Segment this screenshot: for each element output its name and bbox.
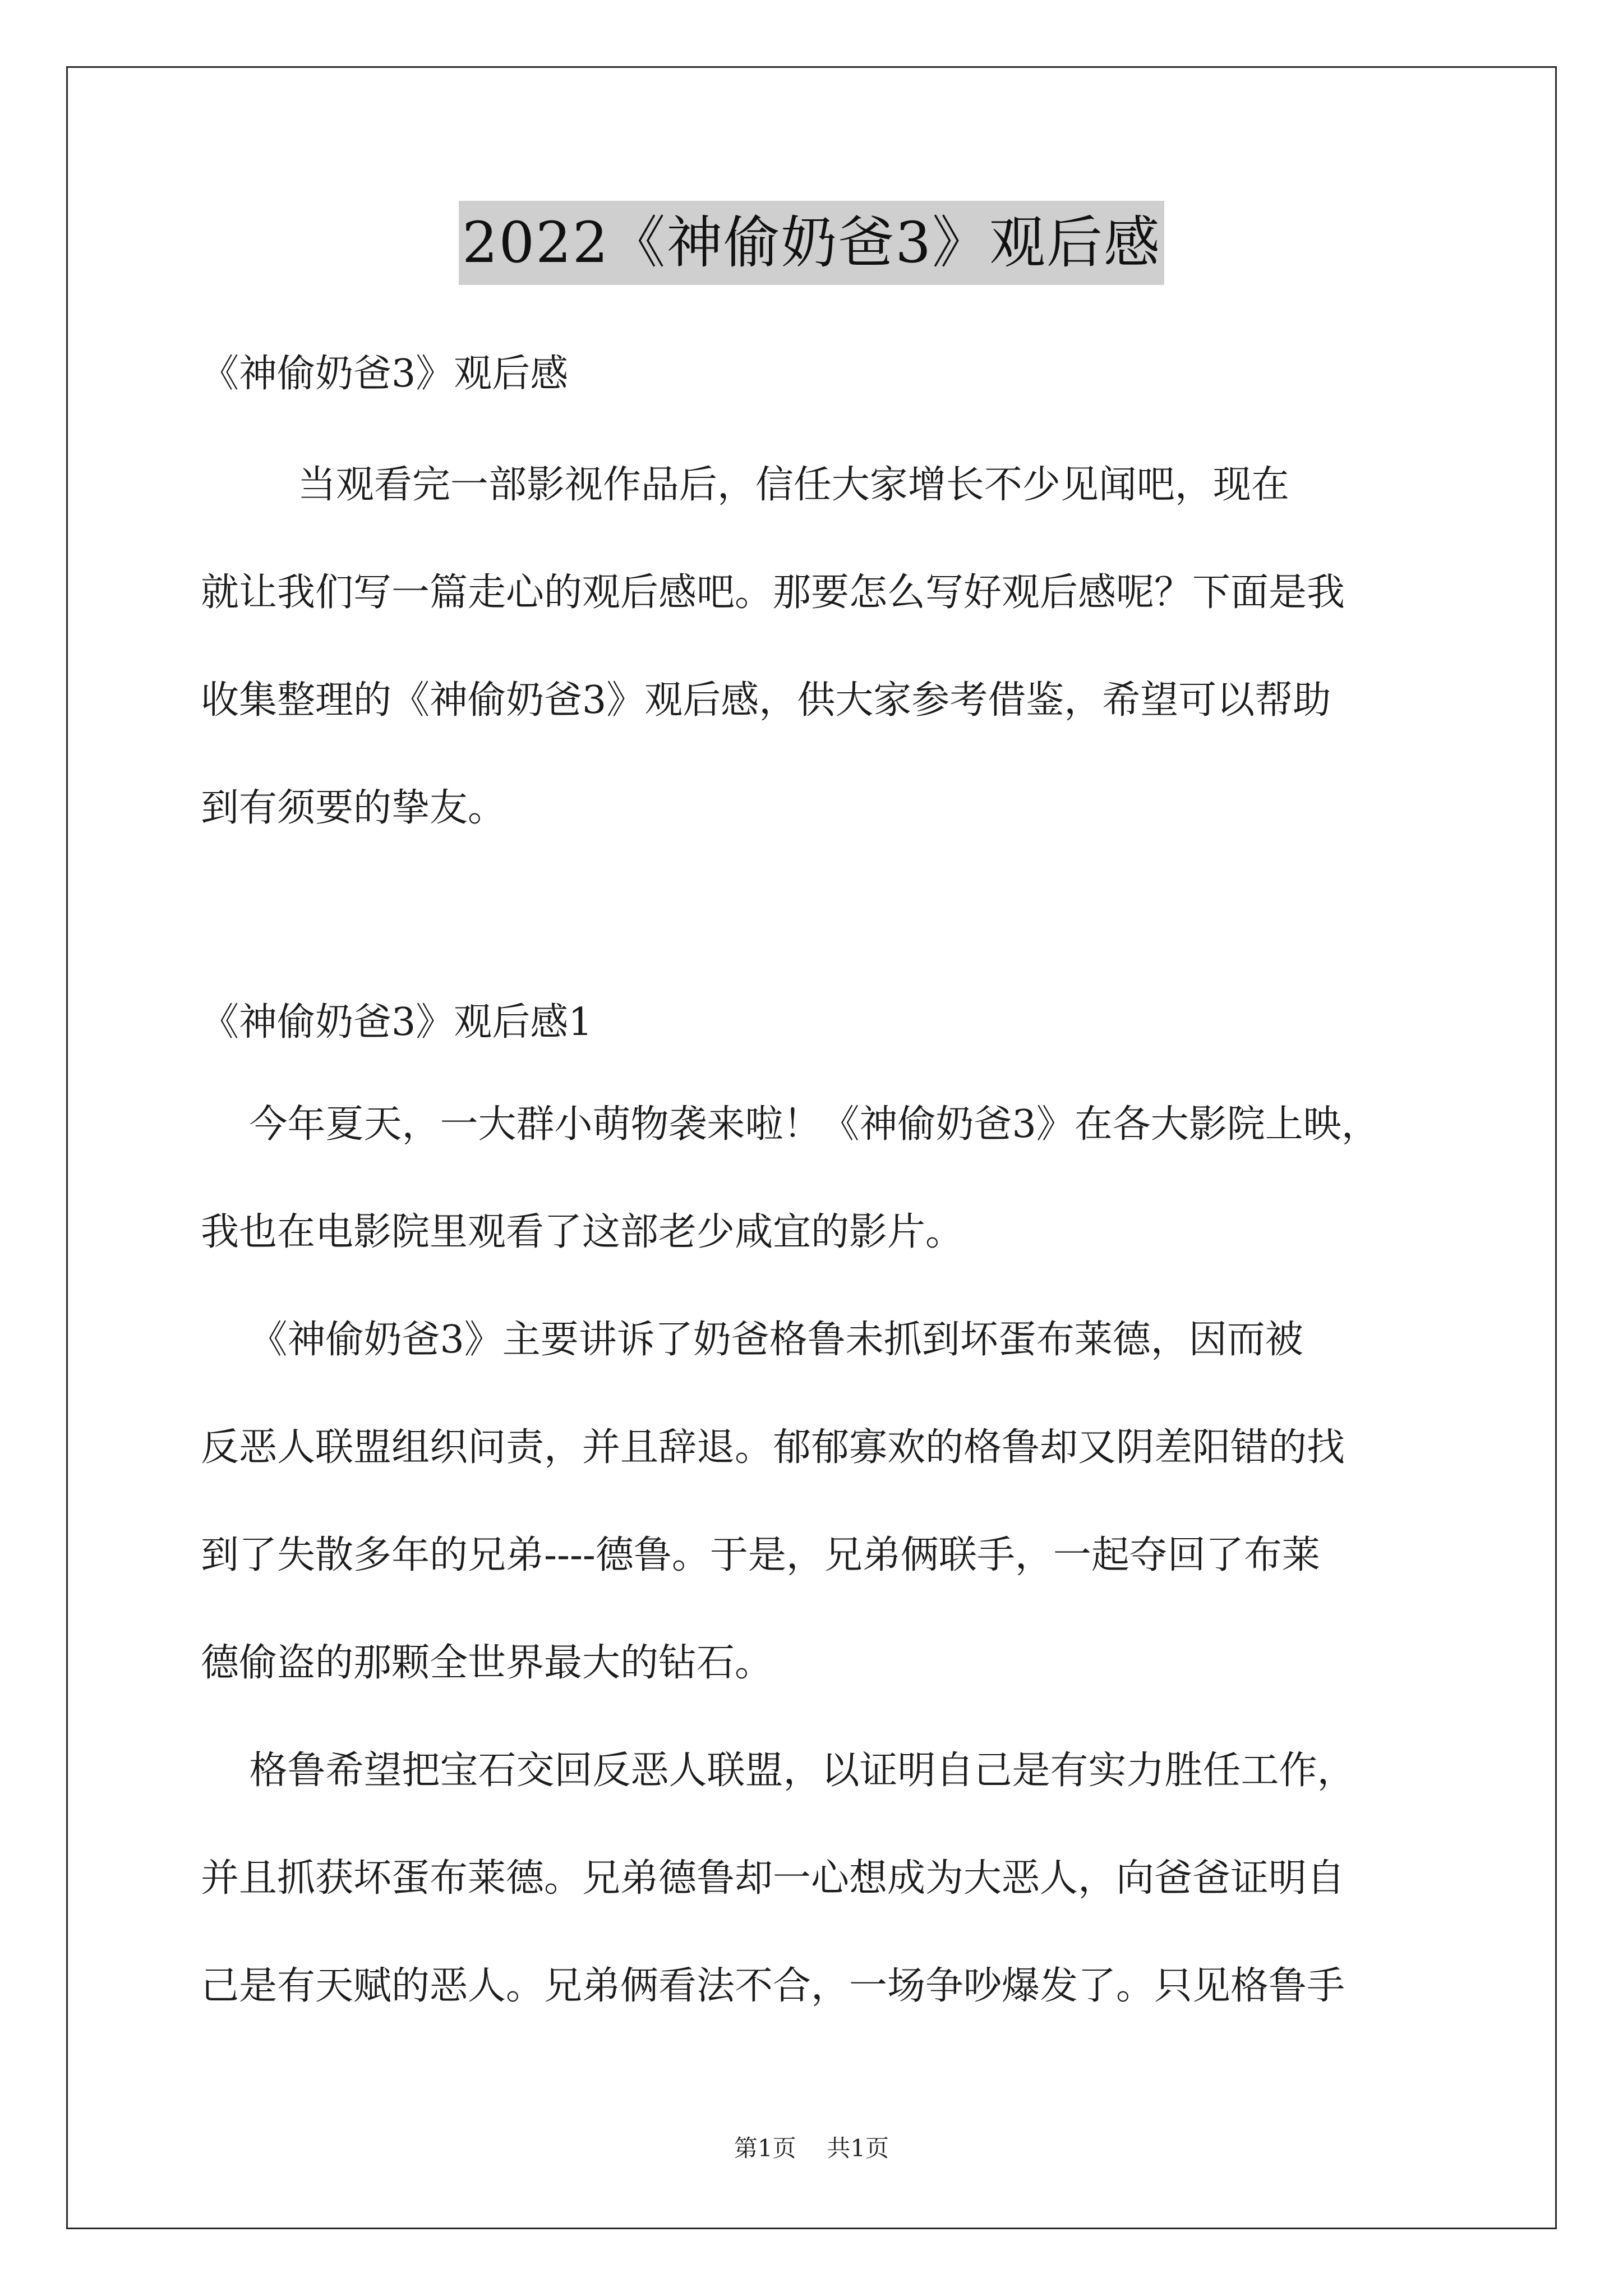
paragraph3-line-3: 己是有天赋的恶人。兄弟俩看法不合，一场争吵爆发了。只见格鲁手: [201, 1964, 1345, 2008]
paragraph3-line-2: 并且抓获坏蛋布莱德。兄弟德鲁却一心想成为大恶人，向爸爸证明自: [201, 1856, 1345, 1901]
title-container: [0, 201, 1623, 285]
intro-line-2: 就让我们写一篇走心的观后感吧。那要怎么写好观后感呢？下面是我: [201, 570, 1345, 615]
subtitle: 《神偷奶爸3》观后感: [201, 352, 569, 396]
paragraph2-line-4: 德偷盗的那颗全世界最大的钻石。: [201, 1641, 773, 1685]
intro-line-1: 当观看完一部影视作品后，信任大家增长不少见闻吧，现在: [201, 463, 1289, 507]
intro-line-4: 到有须要的挚友。: [201, 786, 506, 830]
section-heading: 《神偷奶爸3》观后感1: [201, 1000, 593, 1045]
paragraph2-line-3: 到了失散多年的兄弟----德鲁。于是，兄弟俩联手，一起夺回了布莱: [201, 1533, 1320, 1577]
paragraph3-line-1: 格鲁希望把宝石交回反恶人联盟，以证明自己是有实力胜任工作，: [201, 1749, 1355, 1793]
intro-line-3: 收集整理的《神偷奶爸3》观后感，供大家参考借鉴，希望可以帮助: [201, 678, 1331, 723]
page-footer: 第1页 共1页: [734, 2134, 889, 2162]
paragraph1-line-2: 我也在电影院里观看了这部老少咸宜的影片。: [201, 1210, 964, 1254]
paragraph2-line-1: 《神偷奶爸3》主要讲诉了奶爸格鲁未抓到坏蛋布莱德，因而被: [201, 1318, 1303, 1362]
paragraph1-line-1: 今年夏天，一大群小萌物袭来啦！《神偷奶爸3》在各大影院上映，: [201, 1102, 1380, 1147]
document-title: 2022《神偷奶爸3》观后感: [459, 201, 1164, 285]
paragraph2-line-2: 反恶人联盟组织问责，并且辞退。郁郁寡欢的格鲁却又阴差阳错的找: [201, 1425, 1345, 1470]
